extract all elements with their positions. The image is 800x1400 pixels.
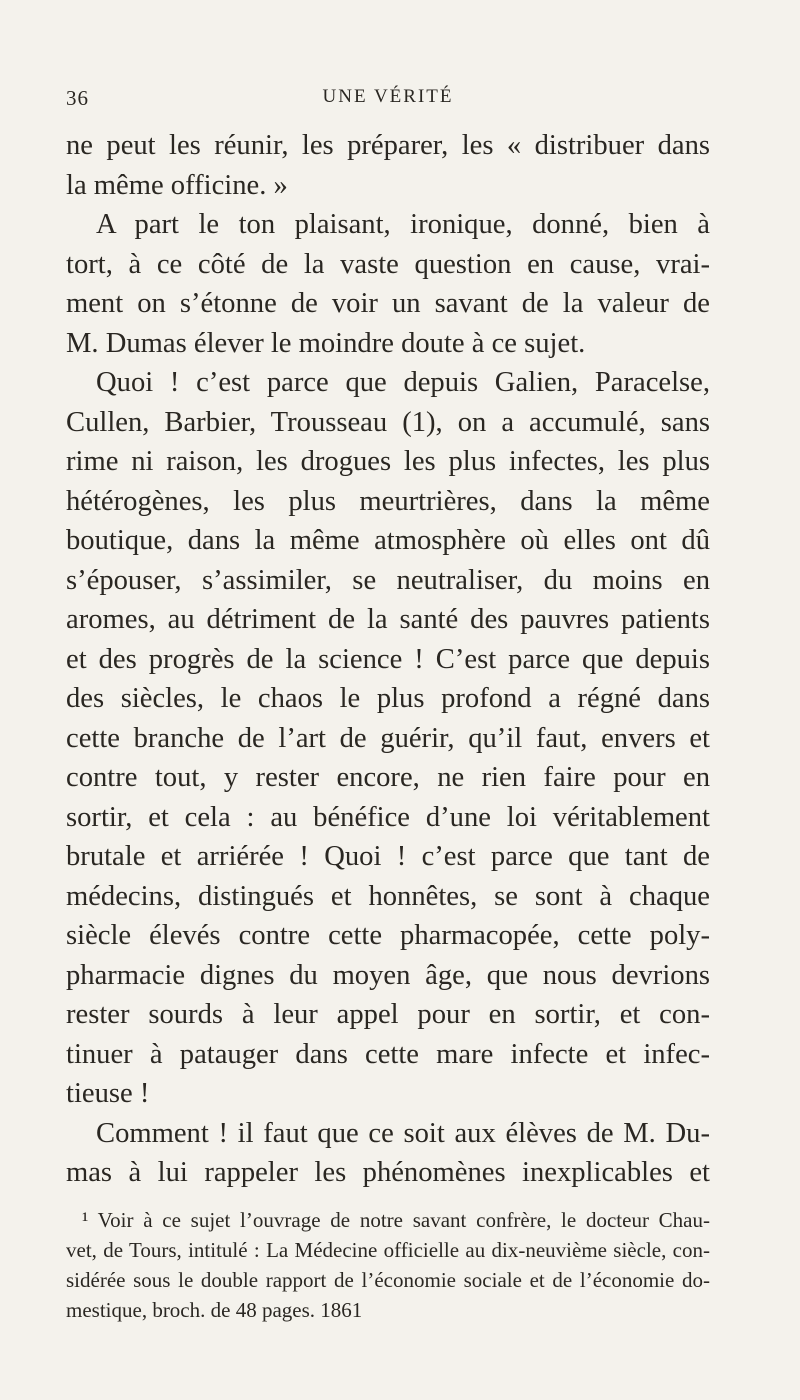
- running-head: UNE VÉRITÉ: [322, 86, 454, 107]
- text-line: ne peut les réunir, les préparer, les « distribuer dans: [66, 130, 710, 161]
- footnote-line: mestique, broch. de 48 pages. 1861: [66, 1298, 363, 1322]
- text-line: Quoi ! c’est parce que depuis Galien, Paracelse,: [96, 367, 710, 398]
- text-line: M. Dumas élever le moindre doute à ce sujet.: [66, 327, 586, 359]
- text-line: contre tout, y rester encore, ne rien faire pour en: [66, 762, 710, 793]
- text-line: mas à lui rappeler les phénomènes inexplicables et: [66, 1157, 710, 1188]
- text-line: Comment ! il faut que ce soit aux élèves de M. Du-: [96, 1117, 710, 1149]
- footnote-line: sidérée sous le double rapport de l’économie sociale et de l’économie do-: [66, 1268, 710, 1292]
- text-line: pharmacie dignes du moyen âge, que nous devrions: [66, 959, 710, 991]
- text-line: tort, à ce côté de la vaste question en cause, vrai-: [66, 248, 710, 280]
- text-line: rester sourds à leur appel pour en sortir, et con-: [66, 999, 710, 1030]
- text-line: boutique, dans la même atmosphère où elles ont dû: [66, 525, 710, 556]
- footnote-line: vet, de Tours, intitulé : La Médecine officielle au dix-neuvième siècle, con-: [66, 1238, 710, 1262]
- text-line: brutale et arriérée ! Quoi ! c’est parce que tant de: [66, 841, 710, 872]
- text-line: et des progrès de la science ! C’est parce que depuis: [66, 643, 710, 675]
- text-line: tinuer à patauger dans cette mare infecte et infec-: [66, 1038, 710, 1070]
- text-line: sortir, et cela : au bénéfice d’une loi véritablement: [66, 801, 710, 833]
- text-line: médecins, distingués et honnêtes, se sont à chaque: [66, 880, 710, 912]
- text-line: Cullen, Barbier, Trousseau (1), on a accumulé, sans: [66, 406, 710, 438]
- text-line: A part le ton plaisant, ironique, donné, bien à: [96, 209, 710, 240]
- text-line: aromes, au détriment de la santé des pauvres patients: [66, 604, 710, 635]
- footnote-line: ¹ Voir à ce sujet l’ouvrage de notre savant confrère, le docteur Chau-: [82, 1208, 710, 1232]
- text-line: rime ni raison, les drogues les plus infectes, les plus: [66, 446, 710, 477]
- text-line: la même officine. »: [66, 169, 288, 201]
- text-line: ment on s’étonne de voir un savant de la valeur de: [66, 288, 710, 319]
- page-number: 36: [66, 86, 89, 110]
- text-line: hétérogènes, les plus meurtrières, dans la même: [66, 485, 710, 517]
- text-line: siècle élevés contre cette pharmacopée, cette poly-: [66, 920, 710, 951]
- footnotes: [66, 1205, 710, 1325]
- body-text: [66, 126, 710, 1193]
- text-line: des siècles, le chaos le plus profond a régné dans: [66, 683, 710, 714]
- text-line: tieuse !: [66, 1078, 150, 1109]
- text-line: s’épouser, s’assimiler, se neutraliser, du moins en: [66, 564, 710, 596]
- page-header: [66, 86, 710, 114]
- text-line: cette branche de l’art de guérir, qu’il faut, envers et: [66, 722, 710, 754]
